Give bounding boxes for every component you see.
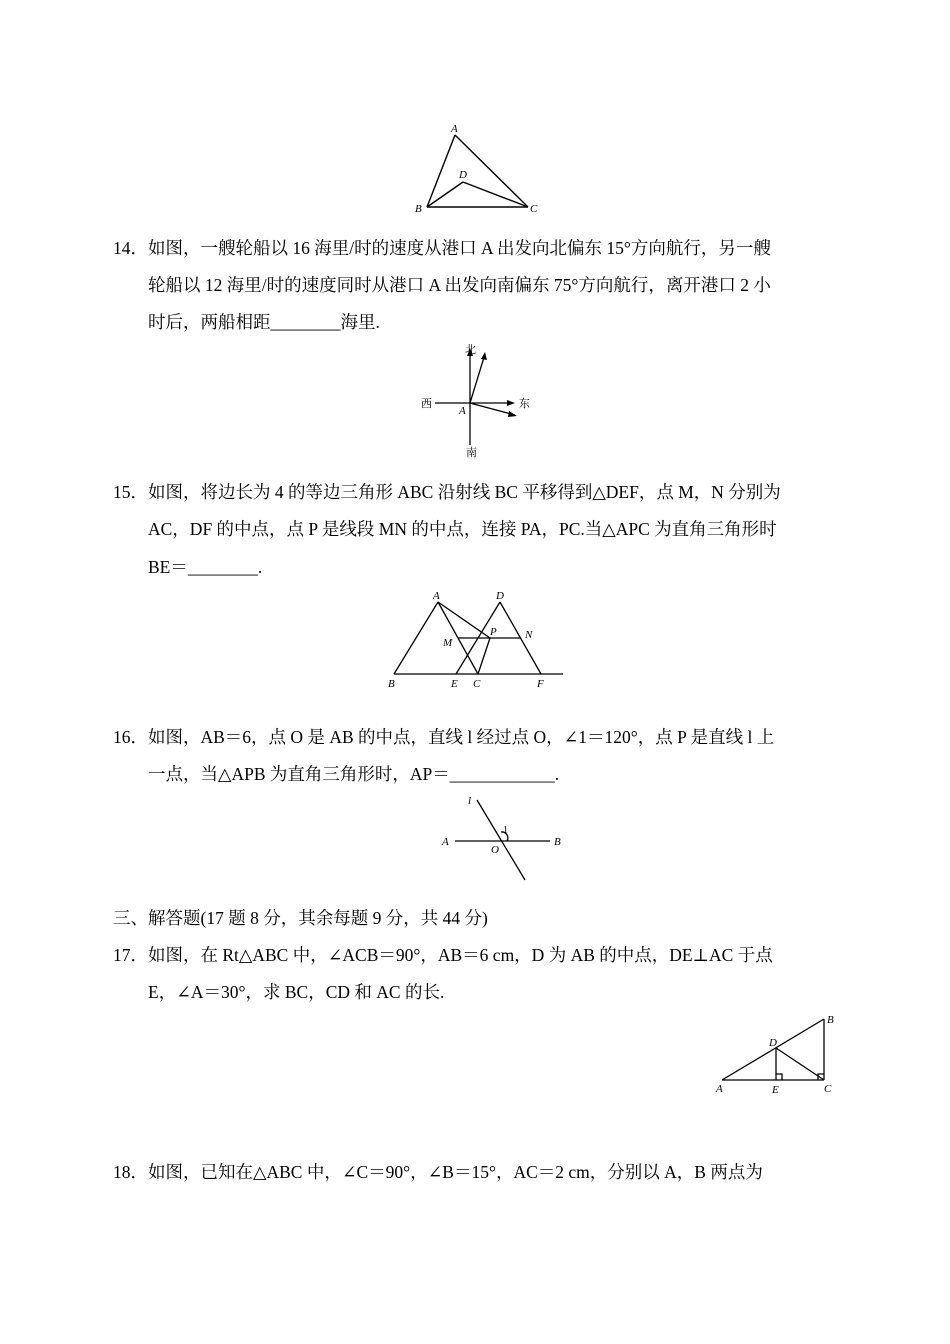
- q14-line1: 14．如图，一艘轮船以 16 海里/时的速度从港口 A 出发向北偏东 15°方向航行，另一艘: [113, 238, 771, 258]
- label-west: 西: [421, 398, 432, 410]
- figure-q17: [710, 1010, 845, 1100]
- q15-line2: AC，DF 的中点，点 P 是线段 MN 的中点，连接 PA，PC.当△APC 为直角三角形时: [148, 519, 777, 539]
- label-b: B: [827, 1014, 834, 1026]
- label-n: N: [525, 629, 533, 641]
- figure-q16: [435, 790, 575, 885]
- label-south: 南: [466, 447, 477, 459]
- label-d: D: [459, 169, 467, 181]
- label-d: D: [496, 590, 504, 602]
- label-e: E: [772, 1084, 779, 1096]
- q14-line2: 轮船以 12 海里/时的速度同时从港口 A 出发向南偏东 75°方向航行，离开港口 2 小: [148, 275, 771, 295]
- label-a: A: [459, 405, 466, 417]
- label-o: O: [491, 844, 499, 856]
- q15-line3: BE＝________.: [148, 557, 263, 577]
- label-d: D: [769, 1037, 777, 1049]
- label-c: C: [824, 1083, 832, 1095]
- figure-q14-compass: [415, 340, 540, 465]
- label-m: M: [443, 637, 453, 649]
- label-east: 东: [519, 398, 530, 410]
- q18-line1: 18．如图，已知在△ABC 中，∠C＝90°，∠B＝15°，AC＝2 cm，分别以 A，B 两点为: [113, 1162, 763, 1182]
- label-a: A: [716, 1083, 723, 1095]
- label-p: P: [490, 626, 497, 638]
- label-north: 北: [465, 344, 476, 356]
- label-a: A: [442, 836, 449, 848]
- figure-q15: [380, 585, 570, 695]
- label-e: E: [451, 678, 458, 690]
- label-a: A: [451, 123, 458, 135]
- label-c: C: [473, 678, 481, 690]
- q14-line3: 时后，两船相距________海里.: [148, 312, 380, 332]
- label-f: F: [537, 678, 544, 690]
- label-b: B: [388, 678, 395, 690]
- figure-q13: [405, 120, 545, 220]
- label-b: B: [554, 836, 561, 848]
- q16-line1: 16．如图，AB＝6，点 O 是 AB 的中点，直线 l 经过点 O，∠1＝120°，点 P 是直线 l 上: [113, 727, 775, 747]
- label-l: l: [468, 795, 472, 807]
- q17-line1: 17．如图，在 Rt△ABC 中，∠ACB＝90°，AB＝6 cm，D 为 AB 的中点，DE⊥AC 于点: [113, 945, 773, 965]
- label-a: A: [433, 590, 440, 602]
- q17-line2: E，∠A＝30°，求 BC，CD 和 AC 的长.: [148, 982, 445, 1002]
- section-header: 三、解答题(17 题 8 分，其余每题 9 分，共 44 分): [113, 908, 488, 928]
- label-angle-1: 1: [503, 825, 508, 836]
- label-c: C: [530, 203, 538, 215]
- label-b: B: [415, 203, 422, 215]
- q15-line1: 15．如图，将边长为 4 的等边三角形 ABC 沿射线 BC 平移得到△DEF，点 M，N 分别为: [113, 482, 781, 502]
- q16-line2: 一点，当△APB 为直角三角形时，AP＝____________.: [148, 764, 560, 784]
